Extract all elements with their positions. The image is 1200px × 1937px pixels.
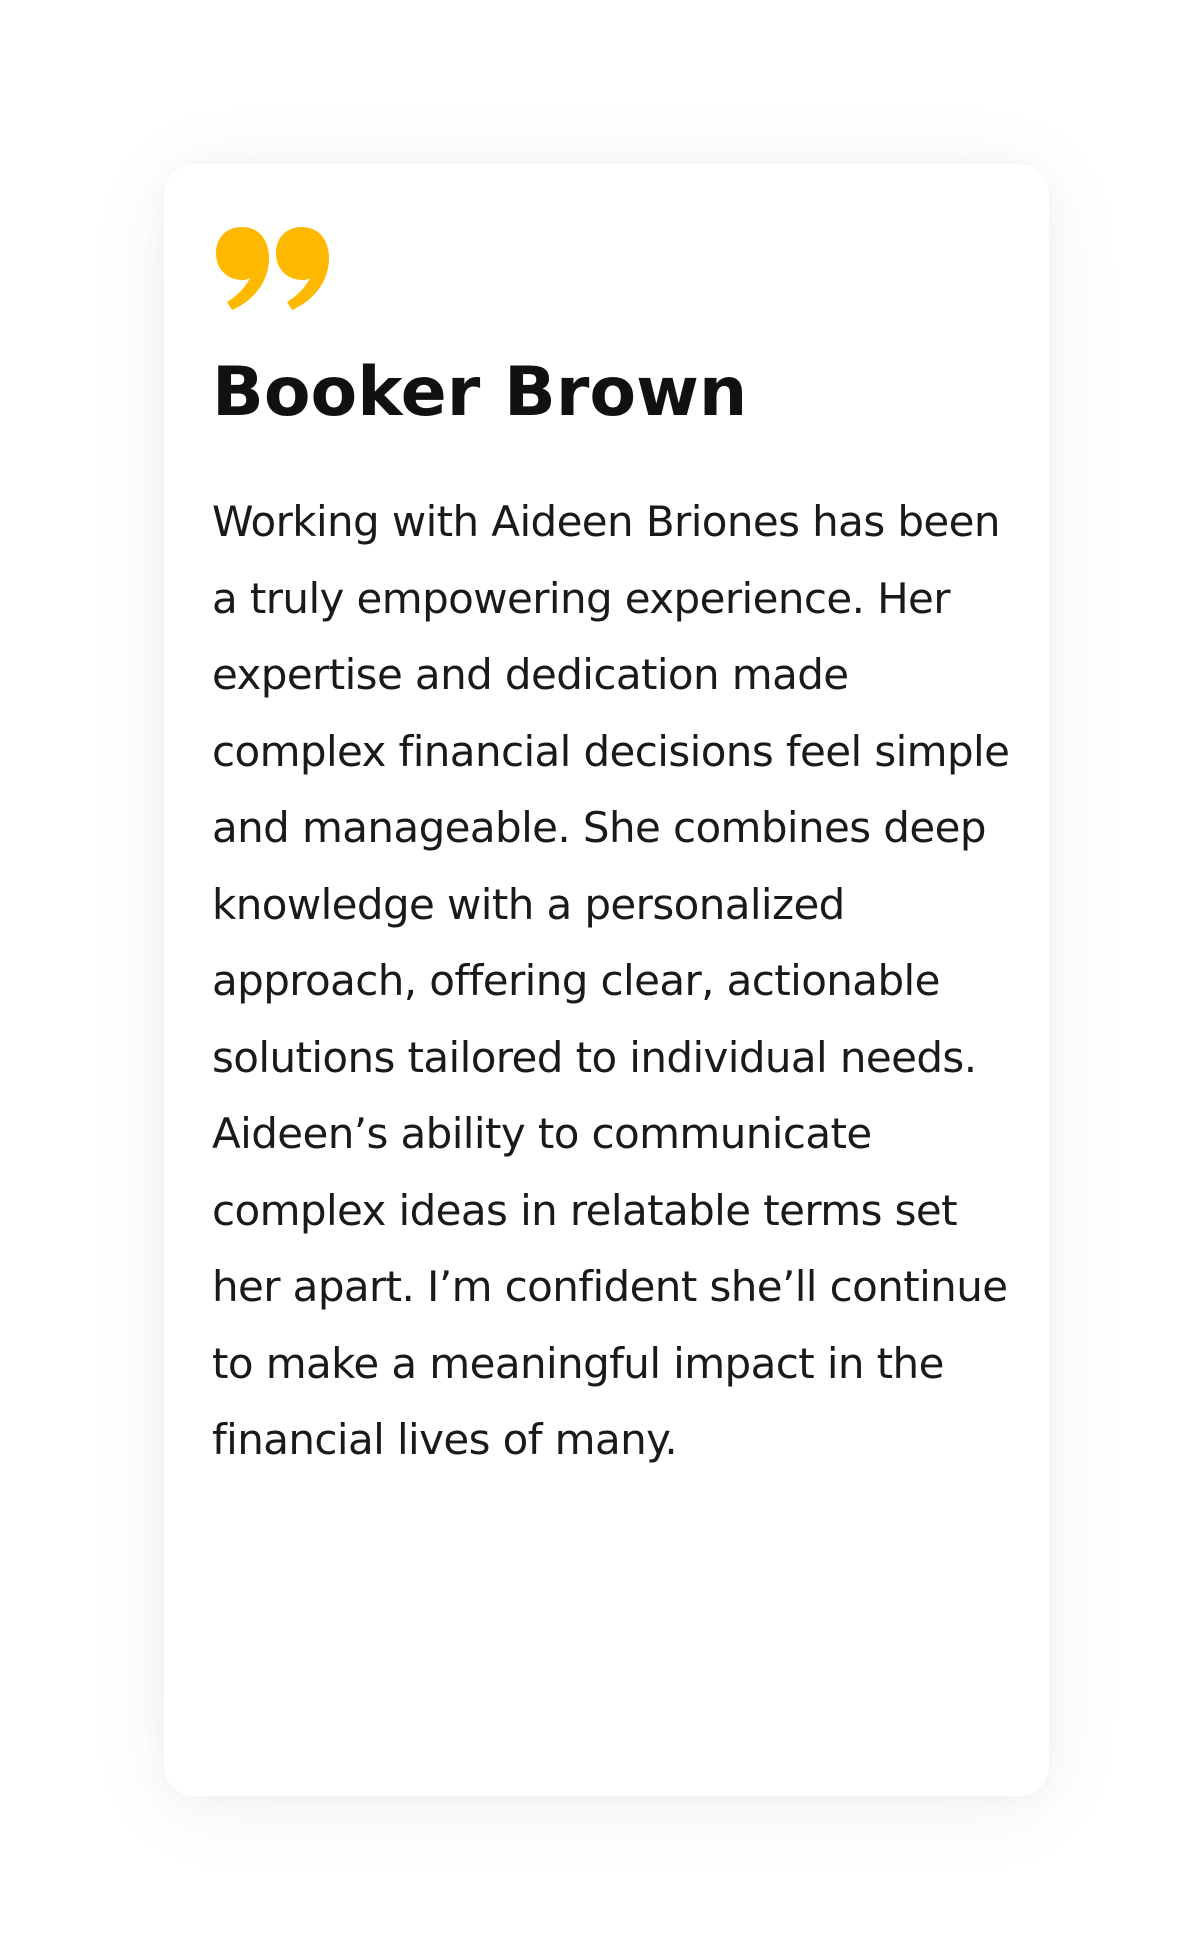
quote-icon: [213, 224, 333, 314]
testimonial-author-name: Booker Brown: [212, 353, 748, 432]
testimonial-text: Working with Aideen Briones has been a truly empowering experience. Her expertise and dedication made complex financial decisions feel simple and manageable. She combines deep knowledge with a personalized approach, offering clear, actionable solutions tailored to individual needs. Aideen’s ability to communicate complex ideas in relatable terms set her apart. I’m confident she’ll continue to make a meaningful impact in the financial lives of many.: [212, 497, 1010, 1464]
testimonial-card: [164, 164, 1049, 1796]
